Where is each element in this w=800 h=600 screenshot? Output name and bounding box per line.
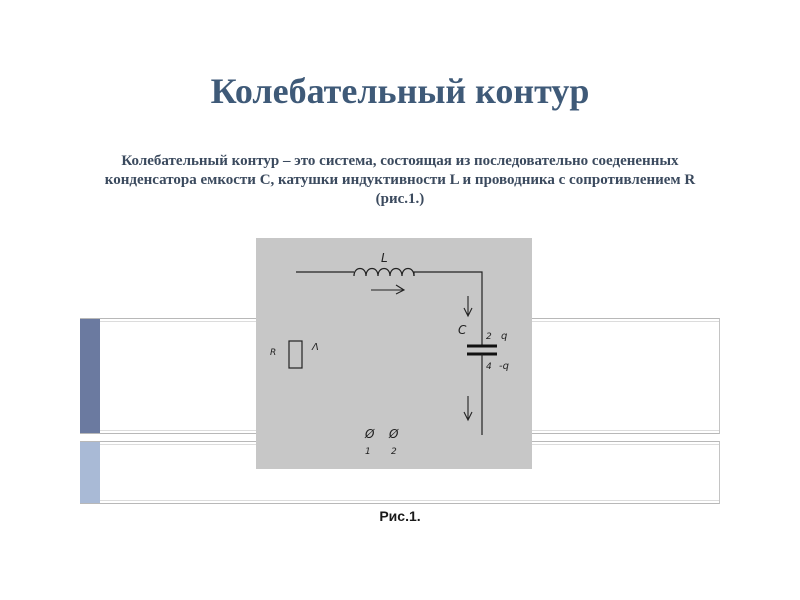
terminal-number-1: 1	[365, 447, 371, 457]
terminal-number-2: 2	[391, 447, 397, 457]
terminal-symbol-2: Ø	[389, 427, 399, 441]
inductor-coil	[354, 269, 414, 277]
circuit-figure	[256, 238, 532, 469]
definition-line-1: Колебательный контур – это система, состоящая из последовательно соедененных	[121, 153, 679, 169]
definition-line-3: (рис.1.)	[375, 191, 425, 207]
down-arrow-upper-icon	[464, 296, 472, 316]
current-arrow-icon	[371, 285, 404, 294]
resistor-side-mark: Λ	[312, 342, 319, 353]
slide-title: Колебательный контур	[210, 71, 590, 111]
decorative-accent-light	[80, 442, 100, 503]
resistor-label: R	[270, 348, 277, 358]
capacitor-top-left-mark: 2	[486, 332, 492, 342]
definition-line-2: конденсатора емкости С, катушки индуктивности L и проводника с сопротивлением R	[104, 172, 696, 188]
definition-text	[80, 152, 720, 209]
terminal-symbol-1: Ø	[365, 427, 375, 441]
capacitor-charge-negative: -q	[499, 361, 509, 372]
circuit-diagram	[256, 238, 532, 469]
down-arrow-lower-icon	[464, 396, 472, 420]
capacitor-bottom-left-mark: 4	[486, 362, 492, 372]
capacitor-label: C	[458, 323, 467, 337]
figure-caption: Рис.1.	[379, 508, 421, 524]
decorative-accent-dark	[80, 319, 100, 433]
resistor-element	[289, 341, 302, 368]
capacitor-charge-positive: q	[501, 331, 508, 342]
inductor-label: L	[381, 251, 388, 265]
